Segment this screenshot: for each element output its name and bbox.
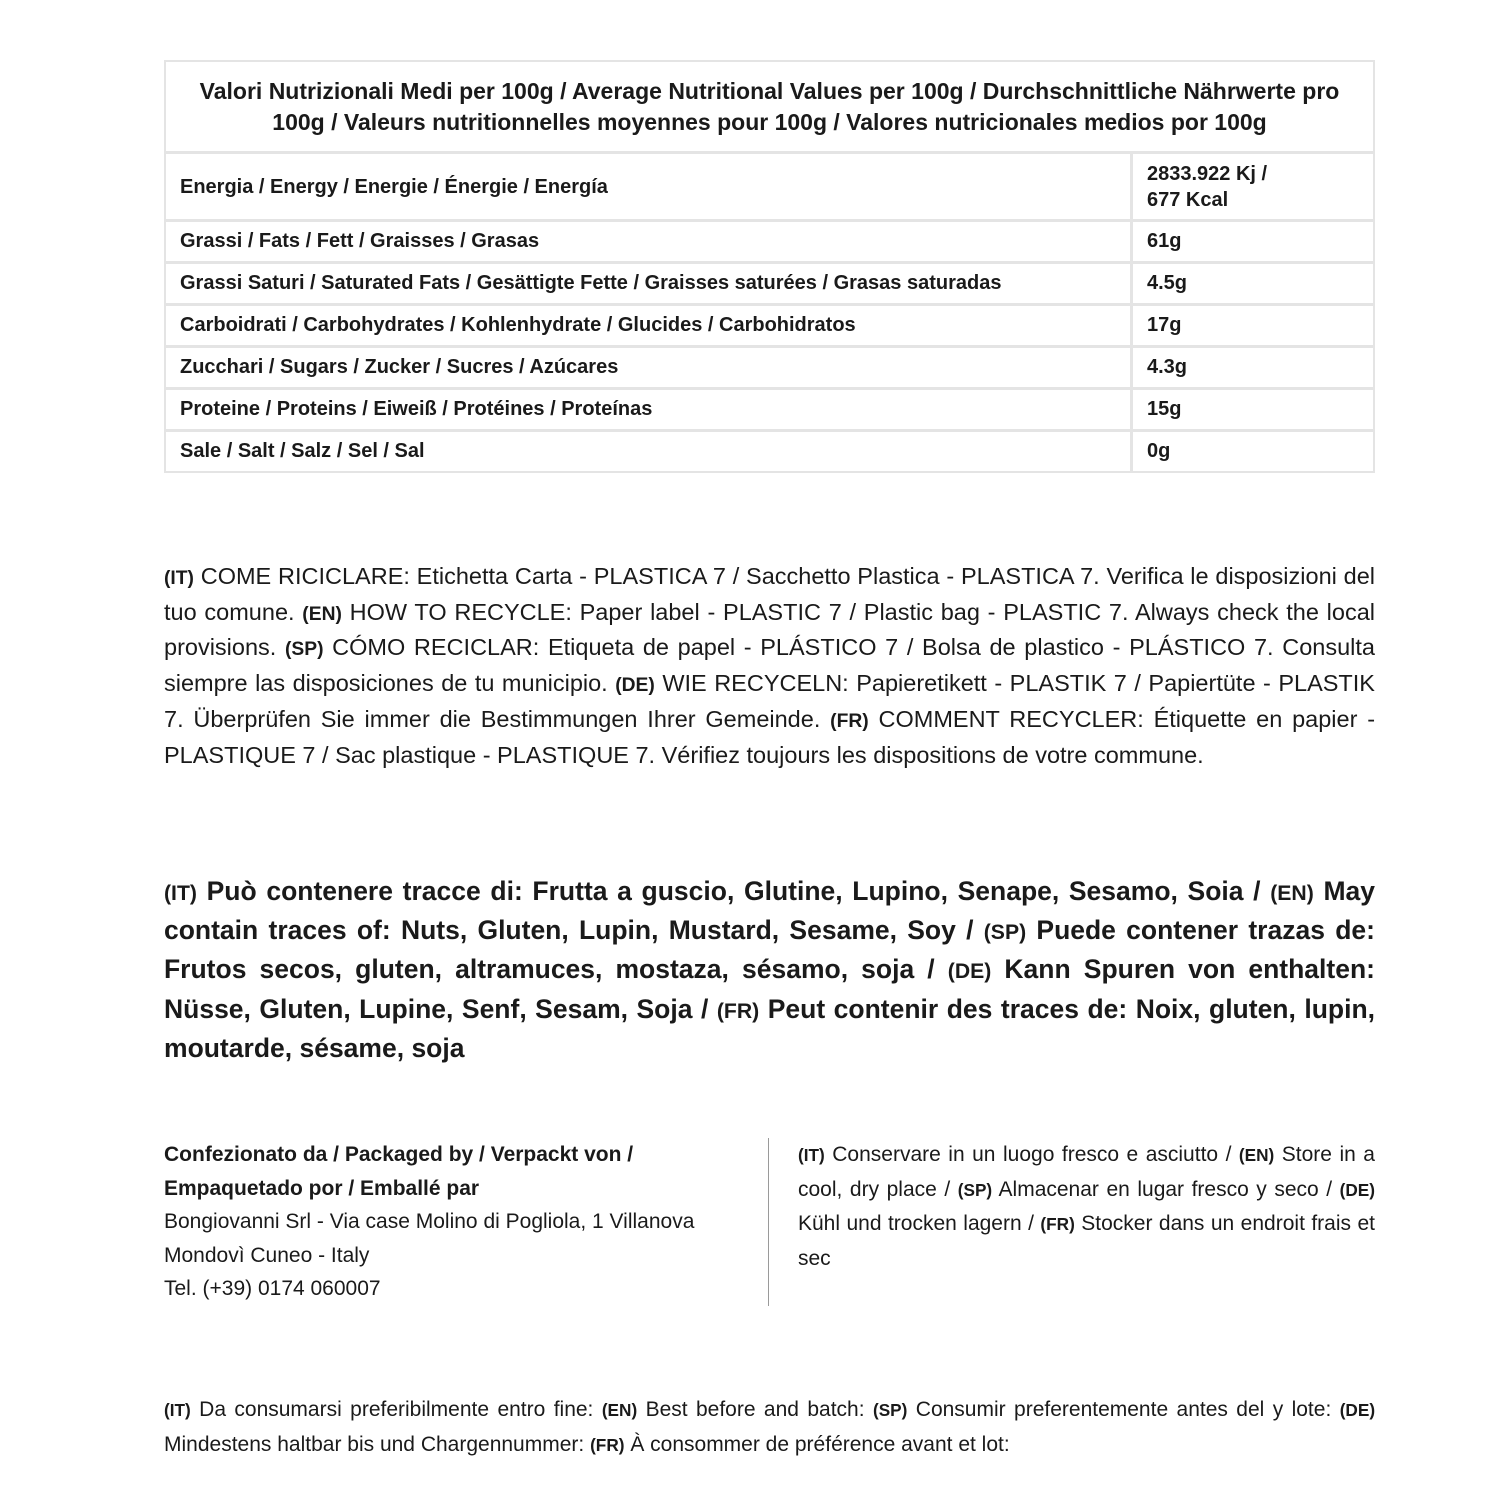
lang-tag-sp: (SP) — [957, 1179, 993, 1200]
best-before-note — [164, 1393, 1375, 1462]
allergen-text-de: Kann Spuren von enthalten: Nüsse, Gluten, Lupine, Senf, Sesam, Soja / — [164, 954, 1375, 1024]
lang-tag-de: (DE) — [615, 675, 655, 697]
recycling-text-sp: CÓMO RECICLAR: Etiqueta de papel - PLÁSTICO 7 / Bolsa de plastico - PLÁSTICO 7. Consulta siempre las disposiciones de tu municipio. — [164, 634, 1375, 697]
lang-tag-it: (IT) — [164, 1400, 191, 1420]
storage-text-en: Store in a cool, dry place / — [798, 1143, 1375, 1201]
lang-tag-it: (IT) — [164, 882, 197, 905]
lang-tag-sp: (SP) — [983, 921, 1027, 945]
packager-storage-section — [164, 1138, 1375, 1306]
storage-text-de: Kühl und trocken lagern / — [798, 1212, 1034, 1235]
nutrient-label-energy: Energia / Energy / Energie / Énergie / Energía — [180, 175, 608, 198]
storage-text-fr: Stocker dans un endroit frais et sec — [798, 1212, 1375, 1270]
table-row — [165, 263, 1374, 305]
lang-tag-en: (EN) — [302, 603, 342, 625]
allergen-warning — [164, 873, 1375, 1066]
energy-kcal-value: 677 Kcal — [1147, 188, 1229, 211]
lang-tag-de: (DE) — [1339, 1179, 1375, 1200]
table-row — [165, 221, 1374, 263]
best-before-text-fr: À consommer de préférence avant et lot: — [630, 1432, 1010, 1456]
lang-tag-en: (EN) — [1270, 882, 1314, 905]
nutrient-value-fats: 61g — [1132, 221, 1375, 263]
nutrient-value-saturated-fats: 4.5g — [1132, 263, 1375, 305]
best-before-text-de: Mindestens haltbar bis und Chargennummer: — [164, 1432, 585, 1456]
allergen-text-fr: Peut contenir des traces de: Noix, gluten, lupin, moutarde, sésame, soja — [164, 993, 1376, 1063]
table-row — [165, 305, 1374, 347]
packager-address-line2: Mondovì Cuneo - Italy — [164, 1243, 370, 1267]
table-row — [165, 153, 1374, 221]
nutrition-section — [164, 60, 1375, 473]
packager-phone: Tel. (+39) 0174 060007 — [164, 1277, 381, 1300]
nutrient-label-saturated-fats: Grassi Saturi / Saturated Fats / Gesättigte Fette / Graisses saturées / Grasas saturadas — [165, 263, 1132, 305]
lang-tag-sp: (SP) — [284, 639, 324, 661]
nutrient-value-sugars: 4.3g — [1132, 347, 1375, 389]
recycling-instructions — [164, 560, 1375, 771]
nutrition-table-header: Valori Nutrizionali Medi per 100g / Average Nutritional Values per 100g / Durchschnittliche Nährwerte pro 100g / Valeurs nutritionnelles moyennes pour 100g / Valores nutricionales medios por 100g — [165, 61, 1374, 153]
lang-tag-fr: (FR) — [1040, 1214, 1075, 1234]
lang-tag-de: (DE) — [1339, 1400, 1376, 1420]
table-row — [165, 347, 1374, 389]
nutrient-label-fats: Grassi / Fats / Fett / Graisses / Grasas — [165, 221, 1132, 263]
lang-tag-de: (DE) — [947, 960, 992, 984]
recycling-text-en: HOW TO RECYCLE: Paper label - PLASTIC 7 / Plastic bag - PLASTIC 7. Always check the local provisions. — [164, 598, 1375, 661]
recycling-text-fr: COMMENT RECYCLER: Étiquette en papier - PLASTIQUE 7 / Sac plastique - PLASTIQUE 7. Vérifiez toujours les dispositions de votre commune. — [164, 705, 1376, 768]
storage-instructions — [798, 1138, 1375, 1275]
nutrient-label-proteins: Proteine / Proteins / Eiweiß / Protéines / Proteínas — [165, 389, 1132, 431]
table-row — [165, 431, 1374, 473]
recycling-text-de: WIE RECYCELN: Papieretikett - PLASTIK 7 / Papiertüte - PLASTIK 7. Überprüfen Sie immer die Bestimmungen Ihrer Gemeinde. — [164, 670, 1375, 732]
lang-tag-en: (EN) — [601, 1400, 638, 1420]
nutrient-value-proteins: 15g — [1132, 389, 1375, 431]
best-before-text-en: Best before and batch: — [645, 1398, 865, 1421]
storage-text-it: Conservare in un luogo fresco e asciutto / — [832, 1143, 1232, 1166]
nutrient-label-sugars: Zucchari / Sugars / Zucker / Sucres / Azúcares — [165, 347, 1132, 389]
storage-text-sp: Almacenar en lugar fresco y seco / — [998, 1177, 1333, 1201]
nutrient-value-energy — [1132, 153, 1375, 221]
lang-tag-sp: (SP) — [872, 1400, 908, 1420]
nutrition-table — [164, 60, 1375, 473]
allergen-text-sp: Puede contener trazas de: Frutos secos, gluten, altramuces, mostaza, sésamo, soja / — [164, 915, 1375, 985]
energy-kj-value: 2833.922 Kj / — [1147, 162, 1268, 185]
packager-label-line2: Empaquetado por / Emballé par — [164, 1176, 480, 1200]
best-before-text-it: Da consumarsi preferibilmente entro fine: — [199, 1398, 594, 1421]
allergen-text-it: Può contenere tracce di: Frutta a guscio, Glutine, Lupino, Senape, Sesamo, Soia / — [206, 876, 1261, 906]
nutrient-label-salt: Sale / Salt / Salz / Sel / Sal — [165, 431, 1132, 473]
nutrient-value-carbohydrates: 17g — [1132, 305, 1375, 347]
nutrient-value-salt: 0g — [1132, 431, 1375, 473]
lang-tag-it: (IT) — [798, 1145, 825, 1165]
packager-label-line1: Confezionato da / Packaged by / Verpackt von / — [164, 1143, 634, 1166]
packager-info — [164, 1138, 744, 1306]
best-before-text-sp: Consumir preferentemente antes del y lote: — [915, 1398, 1332, 1421]
lang-tag-fr: (FR) — [830, 710, 869, 732]
recycling-text-it: COME RICICLARE: Etichetta Carta - PLASTICA 7 / Sacchetto Plastica - PLASTICA 7. Verifica le disposizioni del tuo comune. — [164, 563, 1375, 625]
lang-tag-fr: (FR) — [716, 999, 760, 1023]
nutrient-label-carbohydrates: Carboidrati / Carbohydrates / Kohlenhydrate / Glucides / Carbohidratos — [165, 305, 1132, 347]
lang-tag-fr: (FR) — [590, 1434, 625, 1455]
lang-tag-it: (IT) — [164, 568, 194, 589]
lang-tag-en: (EN) — [1238, 1145, 1275, 1165]
column-divider — [768, 1138, 769, 1306]
allergen-text-en: May contain traces of: Nuts, Gluten, Lupin, Mustard, Sesame, Soy / — [164, 876, 1375, 946]
packager-address-line1: Bongiovanni Srl - Via case Molino di Pogliola, 1 Villanova — [164, 1210, 695, 1233]
table-row — [165, 389, 1374, 431]
